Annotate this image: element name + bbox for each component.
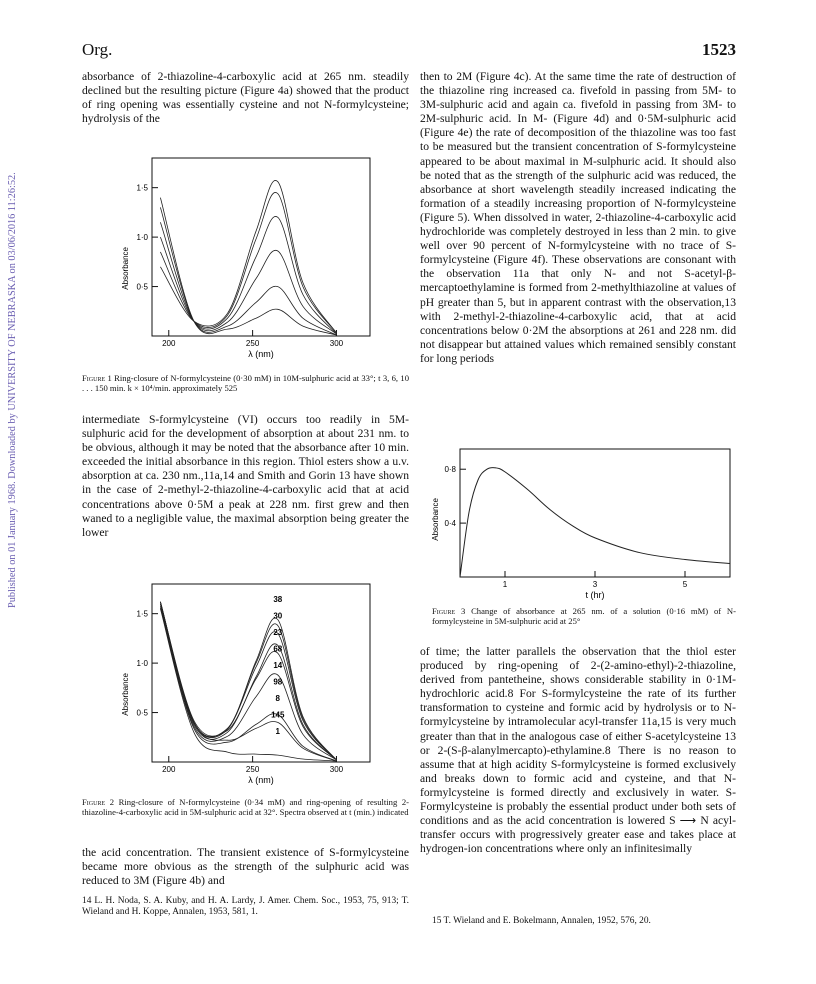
fig2-curve-label: 145: [271, 710, 285, 720]
fig3-ytick-label: 0·4: [444, 519, 456, 529]
fig2-curve-label: 23: [273, 628, 283, 637]
fig1-xtick-label: 300: [329, 339, 344, 348]
figure-3-plot: [420, 445, 736, 603]
fig1-xlabel: λ (nm): [248, 349, 274, 359]
fig2-curve-label: 1: [275, 727, 280, 736]
margin-note-text: Published on 01 January 1968. Downloaded by UNIVERSITY OF NEBRASKA on 03/06/2016 11:26:52.: [7, 172, 18, 608]
figure-2-plot: [112, 580, 374, 795]
fig3-series-1: [460, 468, 730, 577]
fig2-curve-label: 30: [273, 611, 283, 621]
fig1-ytick-label: 0·5: [136, 282, 148, 292]
fig2-ylabel: Absorbance: [121, 673, 130, 716]
fig2-xtick-label: 250: [245, 765, 260, 774]
fig2-xlabel: λ (nm): [248, 775, 274, 785]
fig2-ytick-label: 0·5: [136, 708, 148, 718]
figure-2-text: Ring-closure of N-formylcysteine (0·34 mM) and ring-opening of resulting 2-thiazoline-4-carboxylic acid in 5M-sulphuric acid at 32°. Spectra observed at t (min.) indicated: [82, 797, 409, 817]
fig2-xtick-label: 300: [329, 765, 344, 774]
fig1-frame: [152, 158, 370, 336]
left-col-para-3: the acid concentration. The transient existence of S-formylcysteine became more obvious as the strength of the sulphuric acid was reduced to 3M (Figure 4b) and: [82, 846, 409, 888]
fig1-ylabel: Absorbance: [121, 247, 130, 290]
fig2-curve-label: 38: [273, 595, 283, 604]
left-col-para-1: absorbance of 2-thiazoline-4-carboxylic acid at 265 nm. steadily declined but the resulting picture (Figure 4a) showed that the product of ring opening was essentially cysteine and not N-formylcysteine; hydrolysis of the: [82, 70, 409, 126]
fig1-series-6: [160, 180, 336, 333]
fig2-ytick-label: 1·5: [136, 609, 148, 619]
fig3-ylabel: Absorbance: [431, 498, 440, 541]
fig2-ytick-label: 1·0: [136, 659, 148, 669]
fig3-frame: [460, 449, 730, 577]
fig3-xtick-label: 1: [502, 580, 508, 589]
fig1-ytick-label: 1·5: [136, 183, 148, 193]
figure-2-caption: [82, 797, 409, 817]
fig1-series-4: [160, 216, 336, 334]
fig1-xtick-label: 200: [162, 339, 176, 348]
fig2-xtick-label: 200: [162, 765, 176, 774]
right-col-para-2: of time; the latter parallels the observation that the thiol ester produced by ring-opening of 2-(2-amino-ethyl)-2-thiazoline, derived from pantetheine, shows considerable stability in 0·1M-hydrochloric acid.8 For S-formylcysteine the rate of its further transformation to cysteine and formic acid by hydrolysis or to N-formylcysteine by intramolecular acyl-transfer 11a,15 is very much greater than that in the analogous case of either S-acetylcysteine 13 or 2-(S-β-alanylmercapto)-ethylamine.8 There is no reason to assume that at high acidity S-formylcysteine is formed exclusively and breaks down to formic acid and cysteine, and that N-formylcysteine is formed directly and exclusively in water. S-Formylcysteine is probably the essential product under both sets of conditions and as the acid concentration is lowered S ⟶ N acyl-transfer occurs with progressively greater ease and takes place at hydrogen-ion concentrations where only an infinitesimally: [420, 645, 736, 856]
figure-1-label: Figure 1: [82, 373, 112, 383]
figure-2-label: Figure 2: [82, 797, 114, 807]
fig2-curve-label: 68: [273, 644, 283, 654]
fig1-series-3: [160, 222, 336, 334]
figure-3-caption: [432, 606, 736, 626]
figure-3-text: Change of absorbance at 265 nm. of a solution (0·16 mM) of N-formylcysteine in 5M-sulphuric acid at 25°: [432, 606, 736, 626]
fig2-curve-label: 8: [275, 694, 280, 703]
fig3-xtick-label: 5: [682, 580, 688, 589]
fig2-curve-label: 98: [273, 677, 283, 687]
fig1-ytick-label: 1·0: [136, 233, 148, 243]
figure-2: [112, 580, 374, 800]
page-number: 1523: [702, 40, 736, 59]
figure-3: [420, 445, 736, 608]
right-col-para-1: then to 2M (Figure 4c). At the same time the rate of destruction of the thiazoline ring increased ca. fivefold in passing from 5M- to 3M-sulphuric acid and again ca. fivefold in passing from 3M- to 2M-sulphuric acid. In M- (Figure 4d) and 0·5M-sulphuric acid (Figure 4e) the rate of decomposition of the thiazoline was too fast to be measured but the transient concentration of S-formylcysteine appeared to be about maximal in M-sulphuric acid. It should also be noted that as the strength of the sulphuric acid was reduced, the absorbance at short wavelength steadily increased indicating the formation of a steadily increasing proportion of N-formylcysteine (Figure 5). When dissolved in water, 2-thiazoline-4-carboxylic acid hydrochloride was completely destroyed in less than 2 min. to give well over 90 percent of N-formylcysteine with no trace of S-formylcysteine (Figure 4f). These observations are consonant with the observation 11a that only N- and not S-acetyl-β-mercaptoethylamine is formed from 2-methylthiazoline at values of pH greater than 5, but in apparent contrast with the observation,13 with 2-methyl-2-thiazoline-4-carboxylic acid, that at acid concentrations below 0·2M the absorptions at 261 and 228 nm. did not disappear but attained values which remained sensibly constant for long periods: [420, 70, 736, 365]
fig1-xtick-label: 250: [245, 339, 260, 348]
figure-3-label: Figure 3: [432, 606, 466, 616]
figure-1-text: Ring-closure of N-formylcysteine (0·30 mM) in 10M-sulphuric acid at 33°; t 3, 6, 10 . . . 150 min. k × 10⁴/min. approximately 525: [82, 373, 409, 393]
left-col-para-2: intermediate S-formylcysteine (VI) occurs too readily in 5M-sulphuric acid for the development of absorption at about 231 nm. to be obvious, although it may be noted that the absorbance after 10 min. exceeded the initial absorbance in this region. Thiol esters show a u.v. absorption at ca. 230 nm.,11a,14 and Smith and Gorin 13 have shown in the case of 2-methyl-2-thiazoline-4-carboxylic acid that at acid concentrations above 0·5M a peak at 228 nm. first grew and then waned to a negligible value, the maximal absorption being greater the lower: [82, 413, 409, 539]
journal-name: Org.: [82, 40, 113, 59]
margin-note: [4, 150, 20, 610]
fig2-frame: [152, 584, 370, 762]
fig1-series-2: [160, 207, 336, 335]
fig2-curve-label: 14: [273, 661, 283, 670]
fig1-series-5: [160, 192, 336, 333]
fig3-ytick-label: 0·8: [444, 465, 456, 475]
footnote-15: 15 T. Wieland and E. Bokelmann, Annalen, 1952, 576, 20.: [432, 916, 651, 926]
figure-1: [112, 152, 374, 377]
fig3-xlabel: t (hr): [585, 590, 605, 600]
figure-1-plot: [112, 152, 374, 372]
figure-1-caption: [82, 373, 409, 393]
fig3-xtick-label: 3: [592, 580, 598, 589]
footnote-14: 14 L. H. Noda, S. A. Kuby, and H. A. Lardy, J. Amer. Chem. Soc., 1953, 75, 913; T. Wieland and H. Koppe, Annalen, 1953, 581, 1.: [82, 896, 409, 917]
